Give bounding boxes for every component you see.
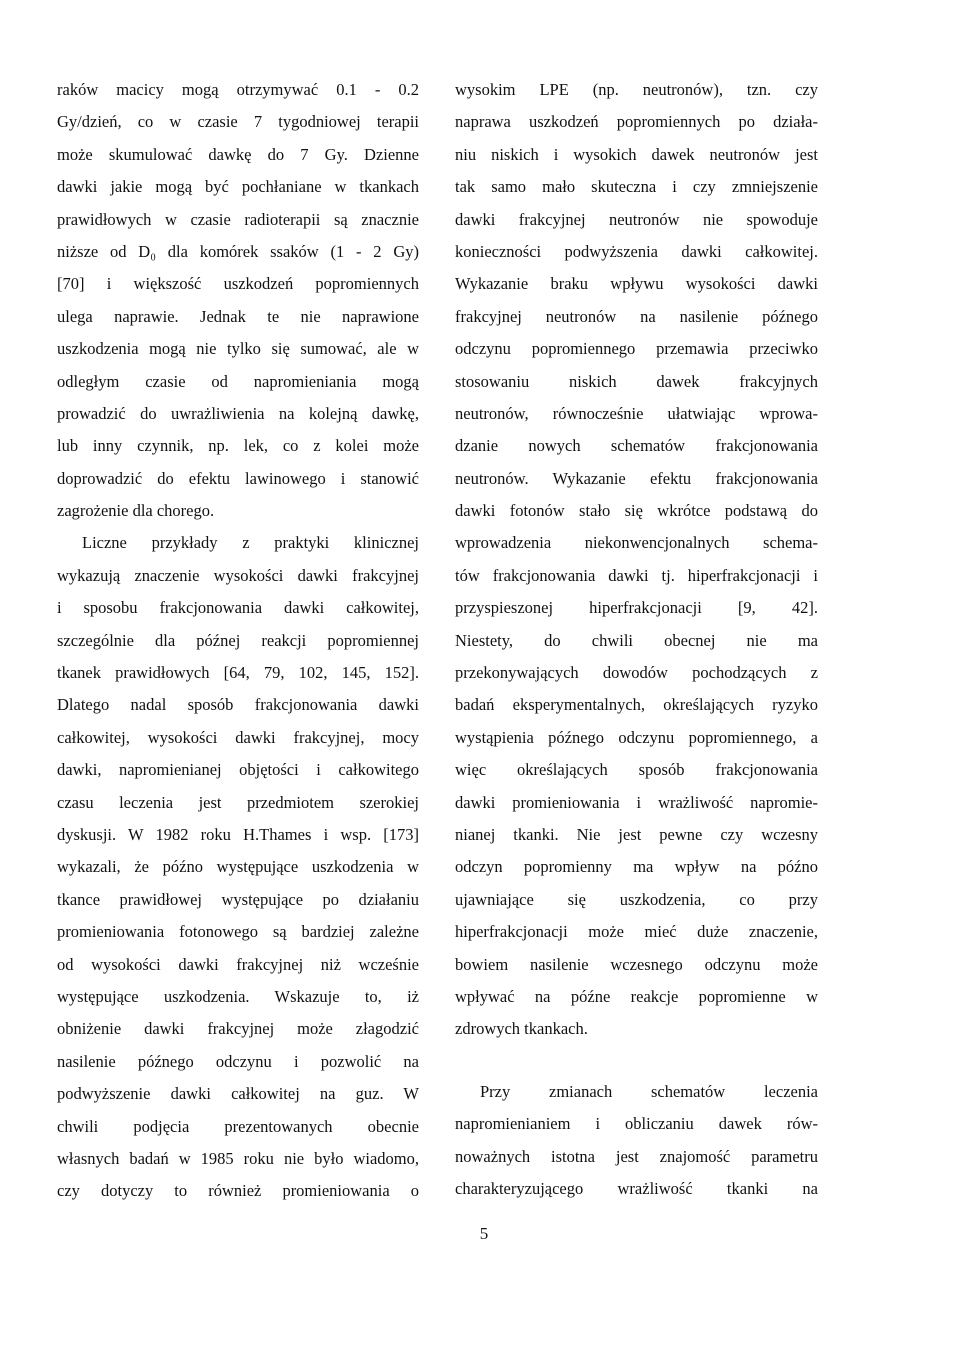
text-line: napromienianiem i obliczaniu dawek rów- (455, 1114, 818, 1134)
text-line: dyskusji. W 1982 roku H.Thames i wsp. [173] (57, 824, 419, 844)
text-line: Wykazanie braku wpływu wysokości dawki (455, 274, 818, 294)
text-line: ujawniające się uszkodzenia, co przy (455, 889, 818, 909)
page-number-text: 5 (479, 1224, 489, 1243)
text-line: dawki frakcyjnej neutronów nie spowoduje (455, 209, 818, 229)
text-line: noważnych istotna jest znajomość parametru (455, 1146, 818, 1166)
text-line: wykazują znaczenie wysokości dawki frakcyjnej (57, 565, 419, 585)
text-line: lub inny czynnik, np. lek, co z kolei może (57, 436, 419, 456)
text-line: obniżenie dawki frakcyjnej może złagodzić (57, 1019, 419, 1039)
text-line: nianej tkanki. Nie jest pewne czy wczesny (455, 824, 818, 844)
text-line: tkanek prawidłowych [64, 79, 102, 145, 152]. (57, 663, 419, 683)
text-line: uszkodzenia mogą nie tylko się sumować, ale w (57, 339, 419, 359)
text-line: własnych badań w 1985 roku nie było wiadomo, (57, 1148, 419, 1168)
text-line: podwyższenie dawki całkowitej na guz. W (57, 1084, 419, 1104)
right-column (455, 74, 818, 1205)
text-line: raków macicy mogą otrzymywać 0.1 - 0.2 (57, 80, 419, 99)
text-line: wprowadzenia niekonwencjonalnych schema- (455, 533, 818, 553)
text-line: odczyn popromienny ma wpływ na późno (455, 857, 818, 877)
text-line: i sposobu frakcjonowania dawki całkowitej, (57, 598, 419, 618)
text-line: ulega naprawie. Jednak te nie naprawione (57, 306, 419, 326)
text-line: charakteryzującego wrażliwość tkanki na (455, 1178, 818, 1198)
text-line: dzanie nowych schematów frakcjonowania (455, 436, 818, 456)
text-line: naprawa uszkodzeń popromiennych po działa- (455, 112, 818, 132)
left-column (57, 74, 419, 1208)
text-line: wpływać na późne reakcje popromienne w (455, 986, 818, 1006)
right-column-paragraph-1 (455, 74, 818, 1046)
text-line: może skumulować dawkę do 7 Gy. Dzienne (57, 144, 419, 164)
text-line: występujące uszkodzenia. Wskazuje to, iż (57, 986, 419, 1006)
text-line: niu niskich i wysokich dawek neutronów jest (455, 144, 818, 164)
text-line: chwili podjęcia prezentowanych obecnie (57, 1116, 419, 1136)
text-line: odczynu popromiennego przemawia przeciwko (455, 339, 818, 359)
text-line: dawki jakie mogą być pochłaniane w tkankach (57, 177, 419, 197)
text-line: Przy zmianach schematów leczenia (480, 1081, 818, 1101)
text-line: dawki fotonów stało się wkrótce podstawą do (455, 501, 818, 521)
text-line: dawki promieniowania i wrażliwość napromie- (455, 792, 818, 812)
text-line: prowadzić do uwrażliwienia na kolejną dawkę, (57, 403, 419, 423)
text-line: prawidłowych w czasie radioterapii są znacznie (57, 209, 419, 229)
right-column-paragraph-2 (455, 1076, 818, 1206)
text-line: zdrowych tkankach. (455, 1019, 588, 1039)
paragraph-gap (455, 1046, 818, 1076)
text-line: zagrożenie dla chorego. (57, 501, 215, 521)
text-line: badań eksperymentalnych, określających ryzyko (455, 695, 818, 715)
text-line: [70] i większość uszkodzeń popromiennych (57, 274, 419, 294)
page-number (0, 1222, 960, 1246)
text-line: stosowaniu niskich dawek frakcyjnych (455, 371, 818, 391)
text-line: Niestety, do chwili obecnej nie ma (455, 630, 818, 650)
text-line: wykazali, że późno występujące uszkodzenia w (57, 857, 419, 877)
text-line: neutronów. Wykazanie efektu frakcjonowania (455, 468, 818, 488)
text-line: czy dotyczy to również promieniowania o (57, 1181, 419, 1201)
text-line: przekonywających dowodów pochodzących z (455, 663, 818, 683)
text-line: tkance prawidłowej występujące po działaniu (57, 889, 419, 909)
text-line: neutronów, równocześnie ułatwiając wprowa- (455, 403, 818, 423)
text-line: tów frakcjonowania dawki tj. hiperfrakcjonacji i (455, 565, 818, 585)
text-line: konieczności podwyższenia dawki całkowitej. (455, 241, 818, 261)
text-line: całkowitej, wysokości dawki frakcyjnej, mocy (57, 727, 419, 747)
text-line: frakcyjnej neutronów na nasilenie późnego (455, 306, 818, 326)
text-line: hiperfrakcjonacji może mieć duże znaczenie, (455, 922, 818, 942)
text-line: bowiem nasilenie wczesnego odczynu może (455, 954, 818, 974)
text-line: od wysokości dawki frakcyjnej niż wcześnie (57, 954, 419, 974)
text-line: promieniowania fotonowego są bardziej zależne (57, 922, 419, 942)
text-line: Gy/dzień, co w czasie 7 tygodniowej terapii (57, 112, 419, 132)
text-line: dawki, napromienianej objętości i całkowitego (57, 760, 419, 780)
text-line: Dlatego nadal sposób frakcjonowania dawki (57, 695, 419, 715)
text-line: niższe od D₀ dla komórek ssaków (1 - 2 Gy) (57, 241, 419, 261)
text-line: szczególnie dla późnej reakcji popromiennej (57, 630, 419, 650)
text-line: nasilenie późnego odczynu i pozwolić na (57, 1051, 419, 1071)
text-line: więc określających sposób frakcjonowania (455, 760, 818, 780)
text-line: wystąpienia późnego odczynu popromiennego, a (455, 727, 818, 747)
text-line: tak samo mało skuteczna i czy zmniejszenie (455, 177, 818, 197)
text-line: odległym czasie od napromieniania mogą (57, 371, 419, 391)
text-line: doprowadzić do efektu lawinowego i stanowić (57, 468, 419, 488)
text-line: wysokim LPE (np. neutronów), tzn. czy (455, 80, 818, 99)
text-line: Liczne przykłady z praktyki klinicznej (82, 533, 419, 553)
text-line: czasu leczenia jest przedmiotem szerokiej (57, 792, 419, 812)
text-line: przyspieszonej hiperfrakcjonacji [9, 42]. (455, 598, 818, 618)
